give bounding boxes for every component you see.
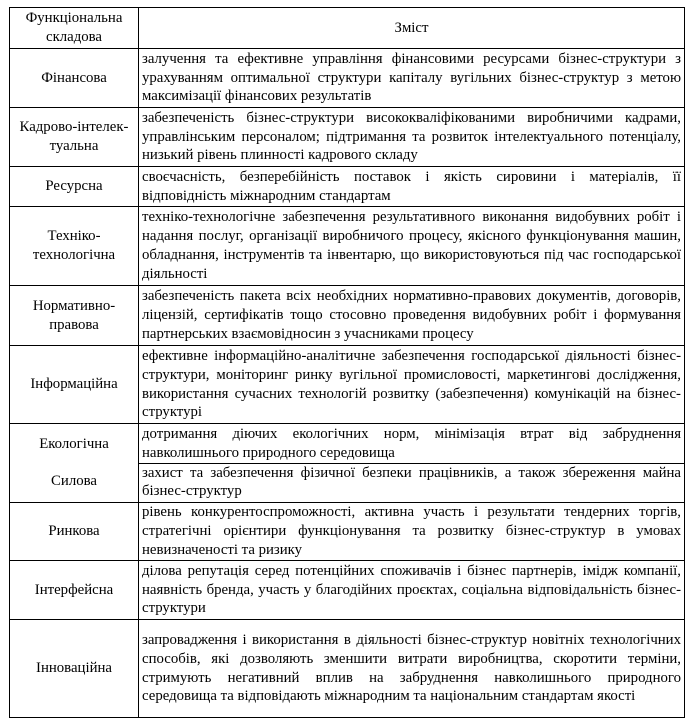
- header-content: Зміст: [139, 8, 685, 49]
- header-component: Функціональна складова: [10, 8, 139, 49]
- content-cell: [139, 424, 685, 503]
- table-row: [10, 49, 685, 108]
- content-cell: забезпеченість бізнес-структури висококваліфікованими виробничими кадрами, управлінським персоналом; підтримання та розвиток інтелектуального потенціалу, низький рівень плинності кадрового складу: [139, 108, 685, 167]
- content-security: захист та забезпечення фізичної безпеки працівників, а також збереження майна бізнес-структур: [139, 463, 684, 502]
- component-cell: Ринкова: [10, 503, 139, 561]
- table-row: [10, 167, 685, 207]
- content-cell: техніко-технологічне забезпечення результативного виконання видобувних робіт і надання послуг, організації виробничого процесу, якісного функціонування машин, обладнання, інструментів та інвентарю, що використовуються під час господарської діяльності: [139, 207, 685, 286]
- component-cell: Інтерфейсна: [10, 561, 139, 620]
- table-row: [10, 424, 685, 503]
- component-cell: Фінансова: [10, 49, 139, 108]
- component-label-ecological: Екологічна: [39, 436, 109, 453]
- functional-components-table: [9, 7, 685, 718]
- component-cell: Техніко-технологічна: [10, 207, 139, 286]
- table-row: [10, 561, 685, 620]
- component-cell: Ресурсна: [10, 167, 139, 207]
- component-label: Кадрово-інтелек-туальна: [19, 119, 129, 154]
- table-row: [10, 346, 685, 424]
- content-cell: запровадження і використання в діяльності бізнес-структур новітніх технологічних способів, які дозволяють зменшити витрати виробництва, скоротити терміни, стримують негативний вплив на забруднення навколишнього природного середовища та відповідають міжнародним та національним стандартам якості: [139, 620, 685, 718]
- component-cell: Нормативно-правова: [10, 286, 139, 346]
- table-row: [10, 108, 685, 167]
- table-row: [10, 207, 685, 286]
- table-row: [10, 620, 685, 718]
- content-cell: ефективне інформаційно-аналітичне забезпечення господарської діяльності бізнес-структури, моніторинг ринку вугільної промисловості, маркетингові дослідження, використання сучасних технологій розвитку (забезпечення) комунікацій на бізнес-структурі: [139, 346, 685, 424]
- table-row: [10, 286, 685, 346]
- content-cell: ділова репутація серед потенційних споживачів і бізнес партнерів, імідж компанії, наявність бренда, участь у благодійних проєктах, соціальна відповідальність бізнес-структури: [139, 561, 685, 620]
- content-cell: рівень конкурентоспроможності, активна участь і результати тендерних торгів, стратегічні орієнтири функціонування та розвитку бізнес-структур в умовах невизначеності та ризику: [139, 503, 685, 561]
- content-ecological: дотримання діючих екологічних норм, мінімізація втрат від забруднення навколишнього природного середовища: [142, 425, 681, 461]
- component-cell: Інформаційна: [10, 346, 139, 424]
- content-cell: своєчасність, безперебійність поставок і якість сировини і матеріалів, її відповідність міжнародним стандартам: [139, 167, 685, 207]
- component-label-security: Силова: [51, 473, 97, 489]
- content-cell: забезпеченість пакета всіх необхідних нормативно-правових документів, договорів, ліцензій, сертифікатів тощо стосовно проведення видобувних робіт і формування партнерських взаємовідносин з учасниками процесу: [139, 286, 685, 346]
- content-cell: залучення та ефективне управління фінансовими ресурсами бізнес-структури з урахуванням оптимальної структури капіталу вугільних бізнес-структур з метою максимізації фінансових результатів: [139, 49, 685, 108]
- component-cell: [10, 424, 139, 503]
- component-cell: [10, 108, 139, 167]
- table-header-row: [10, 8, 685, 49]
- table-row: [10, 503, 685, 561]
- component-cell: Інноваційна: [10, 620, 139, 718]
